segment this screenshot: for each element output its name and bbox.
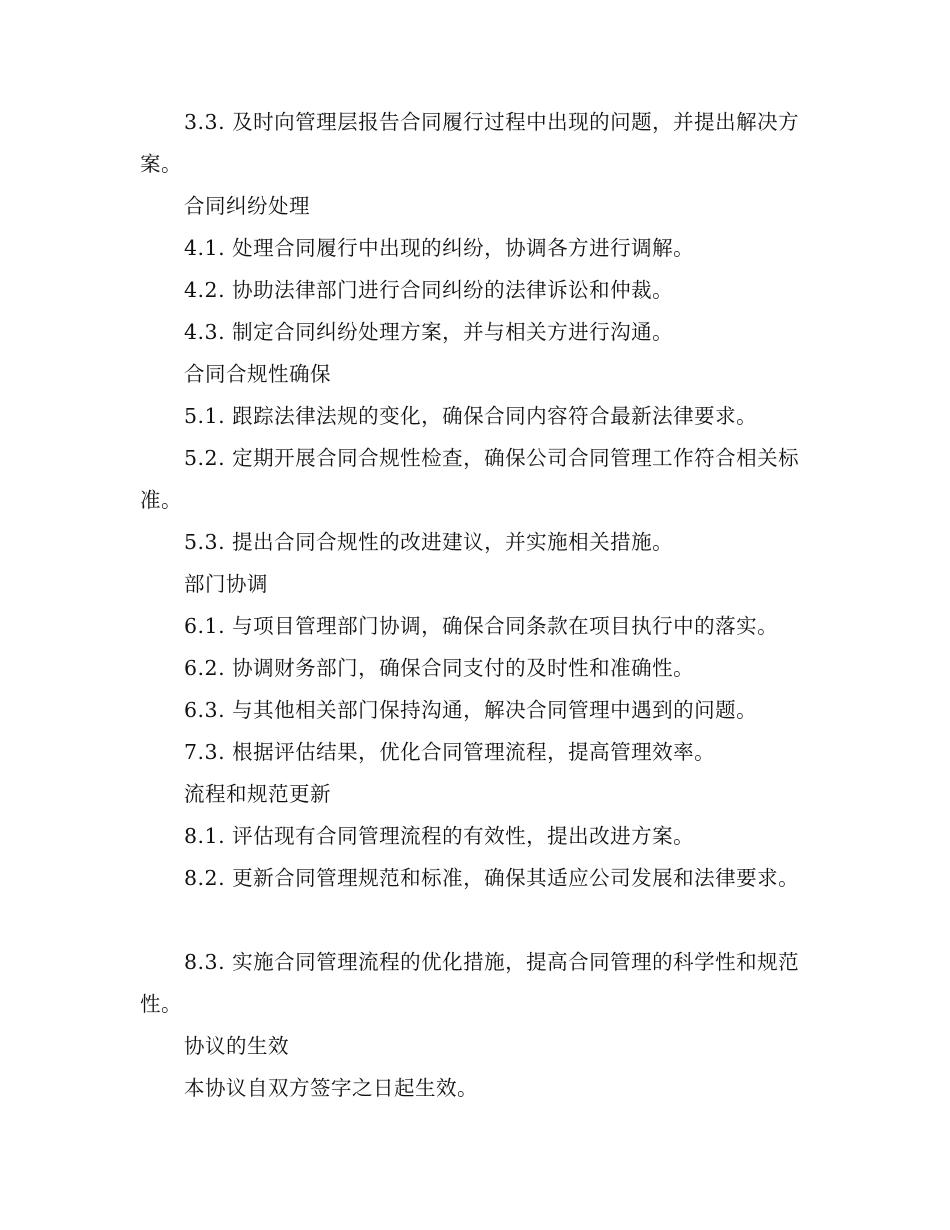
paragraph-3-3: 3.3. 及时向管理层报告合同履行过程中出现的问题，并提出解决方案。 bbox=[140, 110, 800, 176]
paragraph-5-3: 5.3. 提出合同合规性的改进建议，并实施相关措施。 bbox=[184, 530, 674, 554]
paragraph-5-2: 5.2. 定期开展合同合规性检查，确保公司合同管理工作符合相关标准。 bbox=[140, 446, 800, 512]
paragraph-8-3: 8.3. 实施合同管理流程的优化措施，提高合同管理的科学性和规范性。 bbox=[140, 950, 800, 1016]
paragraph-8-2: 8.2. 更新合同管理规范和标准，确保其适应公司发展和法律要求。 bbox=[184, 866, 800, 890]
paragraph-7-3: 7.3. 根据评估结果，优化合同管理流程，提高管理效率。 bbox=[184, 740, 716, 764]
paragraph-effective-date: 本协议自双方签字之日起生效。 bbox=[184, 1076, 478, 1100]
paragraph-5-1: 5.1. 跟踪法律法规的变化，确保合同内容符合最新法律要求。 bbox=[184, 404, 758, 428]
section-heading-effectiveness: 协议的生效 bbox=[184, 1034, 289, 1058]
paragraph-4-2: 4.2. 协助法律部门进行合同纠纷的法律诉讼和仲裁。 bbox=[184, 278, 674, 302]
paragraph-6-2: 6.2. 协调财务部门，确保合同支付的及时性和准确性。 bbox=[184, 656, 695, 680]
paragraph-6-3: 6.3. 与其他相关部门保持沟通，解决合同管理中遇到的问题。 bbox=[184, 698, 758, 722]
paragraph-4-1: 4.1. 处理合同履行中出现的纠纷，协调各方进行调解。 bbox=[184, 236, 695, 260]
section-heading-compliance: 合同合规性确保 bbox=[184, 362, 331, 386]
paragraph-4-3: 4.3. 制定合同纠纷处理方案，并与相关方进行沟通。 bbox=[184, 320, 674, 344]
section-heading-coordination: 部门协调 bbox=[184, 572, 268, 596]
paragraph-8-1: 8.1. 评估现有合同管理流程的有效性，提出改进方案。 bbox=[184, 824, 695, 848]
section-heading-dispute: 合同纠纷处理 bbox=[184, 194, 310, 218]
paragraph-6-1: 6.1. 与项目管理部门协调，确保合同条款在项目执行中的落实。 bbox=[184, 614, 779, 638]
section-heading-process-update: 流程和规范更新 bbox=[184, 782, 331, 806]
